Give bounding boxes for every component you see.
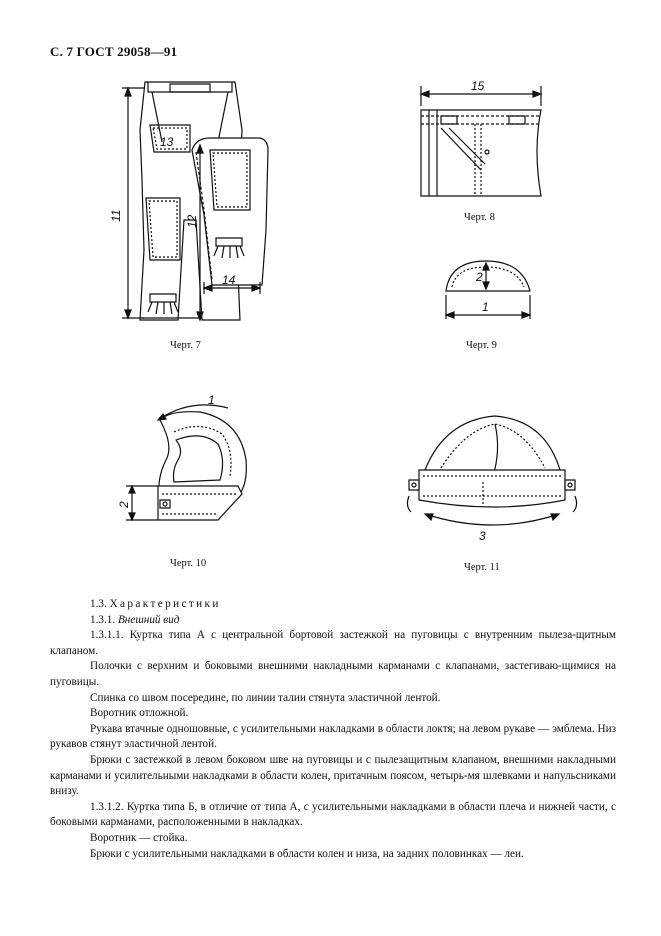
section-1-3-1-heading [50,613,616,629]
figure-7-trousers-drawing [100,70,290,340]
caption-figure-7: Черт. 7 [170,340,201,351]
dim-label-14: 14 [222,273,236,287]
dim-label-13: 13 [160,135,174,149]
paragraph: 1.3.1.1. Куртка типа А с центральной бортовой застежкой на пуговицы с внутренним пылеза-щитным клапаном. [50,629,616,657]
paragraph: Брюки с застежкой в левом боковом шве на пуговицы и с пылезащитным клапаном, внешними накладными карманами и усилительными накладками в области колен, притачным поясом, четырь-мя шлевками и напульсниками внизу. [50,753,616,798]
document-body [50,597,616,862]
dim-label-15: 15 [471,79,485,93]
section-number: 1.3. [90,598,107,610]
dim-label-2-fig9: 2 [476,270,483,284]
dim-label-2-fig10: 2 [117,501,131,508]
caption-figure-8: Черт. 8 [464,212,495,223]
section-title: Внешний вид [117,613,180,626]
page-header: С. 7 ГОСТ 29058—91 [50,44,178,59]
dim-label-11: 11 [109,209,123,222]
paragraph: Воротник отложной. [90,707,189,720]
caption-figure-9: Черт. 9 [466,340,497,351]
section-number: 1.3.1. [90,613,116,626]
paragraph: Рукава втачные одношовные, с усилительными накладками в области локтя; на левом рукаве — эмблема. Низ рукавов стянут эластичной лентой. [50,722,616,751]
dim-label-12: 12 [185,214,199,228]
paragraph: Полочки с верхним и боковыми внешними накладными карманами с клапанами, застегиваю-щимися на пуговицы. [50,660,616,688]
figure-10-collar-drawing [110,390,260,535]
dim-label-3-fig11: 3 [479,529,486,543]
dim-label-1-fig9: 1 [482,300,489,314]
caption-figure-11: Черт. 11 [464,562,500,573]
paragraph: 1.3.1.2. Куртка типа Б, в отличие от типа А, с усилительными накладками в области плеча и нижней части, с боковыми карманами, расположенными в накладках. [50,800,616,829]
figure-11-hood-drawing [405,410,580,550]
paragraph: Воротник — стойка. [90,831,188,844]
paragraph: Спинка со швом посередине, по линии талии стянута эластичной лентой. [90,691,441,704]
section-title: Характеристики [109,598,221,610]
caption-figure-10: Черт. 10 [170,558,207,569]
figure-9-cap-drawing [440,255,540,325]
paragraph: Брюки с усилительными накладками в области колен и низа, на задних половинках — леи. [90,847,524,860]
dim-label-1-fig10: 1 [208,393,215,407]
section-1-3-heading [50,597,616,613]
figure-8-waistband-drawing [415,80,555,200]
